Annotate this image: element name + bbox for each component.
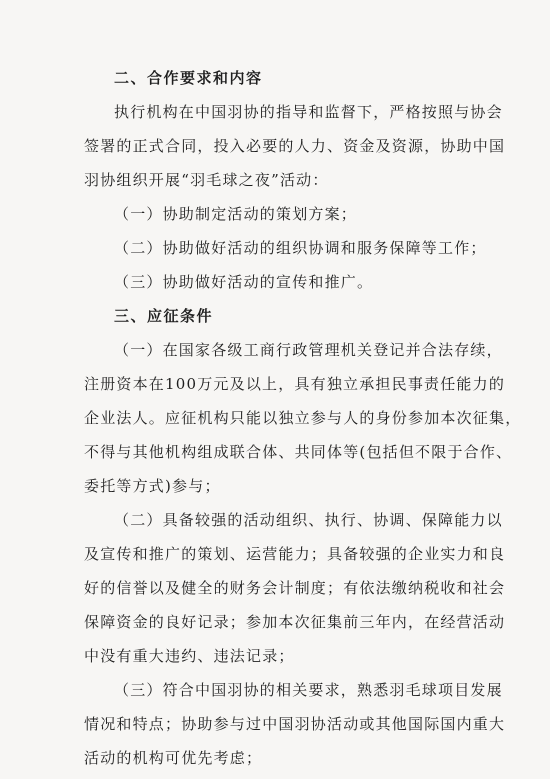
paragraph-line: （二）具备较强的活动组织、执行、协调、保障能力以 bbox=[114, 511, 503, 529]
paragraph-line: 保障资金的良好记录；参加本次征集前三年内，在经营活动 bbox=[84, 613, 506, 631]
list-item: （二）协助做好活动的组织协调和服务保障等工作； bbox=[114, 239, 487, 257]
paragraph-line: 委托等方式)参与； bbox=[84, 477, 221, 495]
paragraph-line: 中没有重大违约、违法记录； bbox=[84, 647, 295, 665]
paragraph-line: 好的信誉以及健全的财务会计制度；有依法缴纳税收和社会 bbox=[84, 579, 506, 597]
section-heading-requirements: 三、应征条件 bbox=[114, 307, 214, 325]
paragraph-line: 不得与其他机构组成联合体、共同体等(包括但不限于合作、 bbox=[84, 443, 513, 461]
paragraph-line: 注册资本在100万元及以上，具有独立承担民事责任能力的 bbox=[84, 375, 506, 393]
section-heading-cooperation: 二、合作要求和内容 bbox=[114, 69, 263, 87]
paragraph-line: 情况和特点；协助参与过中国羽协活动或其他国际国内重大 bbox=[84, 715, 506, 733]
paragraph-line: 企业法人。应征机构只能以独立参与人的身份参加本次征集， bbox=[84, 409, 522, 427]
list-item: （一）协助制定活动的策划方案； bbox=[114, 205, 358, 223]
list-item: （三）协助做好活动的宣传和推广。 bbox=[114, 273, 374, 291]
paragraph-line: 执行机构在中国羽协的指导和监督下，严格按照与协会 bbox=[114, 103, 503, 121]
paragraph-line: （一）在国家各级工商行政管理机关登记并合法存续， bbox=[114, 341, 503, 359]
paragraph-line: 及宣传和推广的策划、运营能力；具备较强的企业实力和良 bbox=[84, 545, 506, 563]
paragraph-line: 活动的机构可优先考虑； bbox=[84, 749, 263, 767]
paragraph-line: （三）符合中国羽协的相关要求，熟悉羽毛球项目发展 bbox=[114, 681, 503, 699]
paragraph-line: 羽协组织开展“羽毛球之夜”活动： bbox=[84, 171, 329, 189]
paragraph-line: 签署的正式合同，投入必要的人力、资金及资源，协助中国 bbox=[84, 137, 506, 155]
